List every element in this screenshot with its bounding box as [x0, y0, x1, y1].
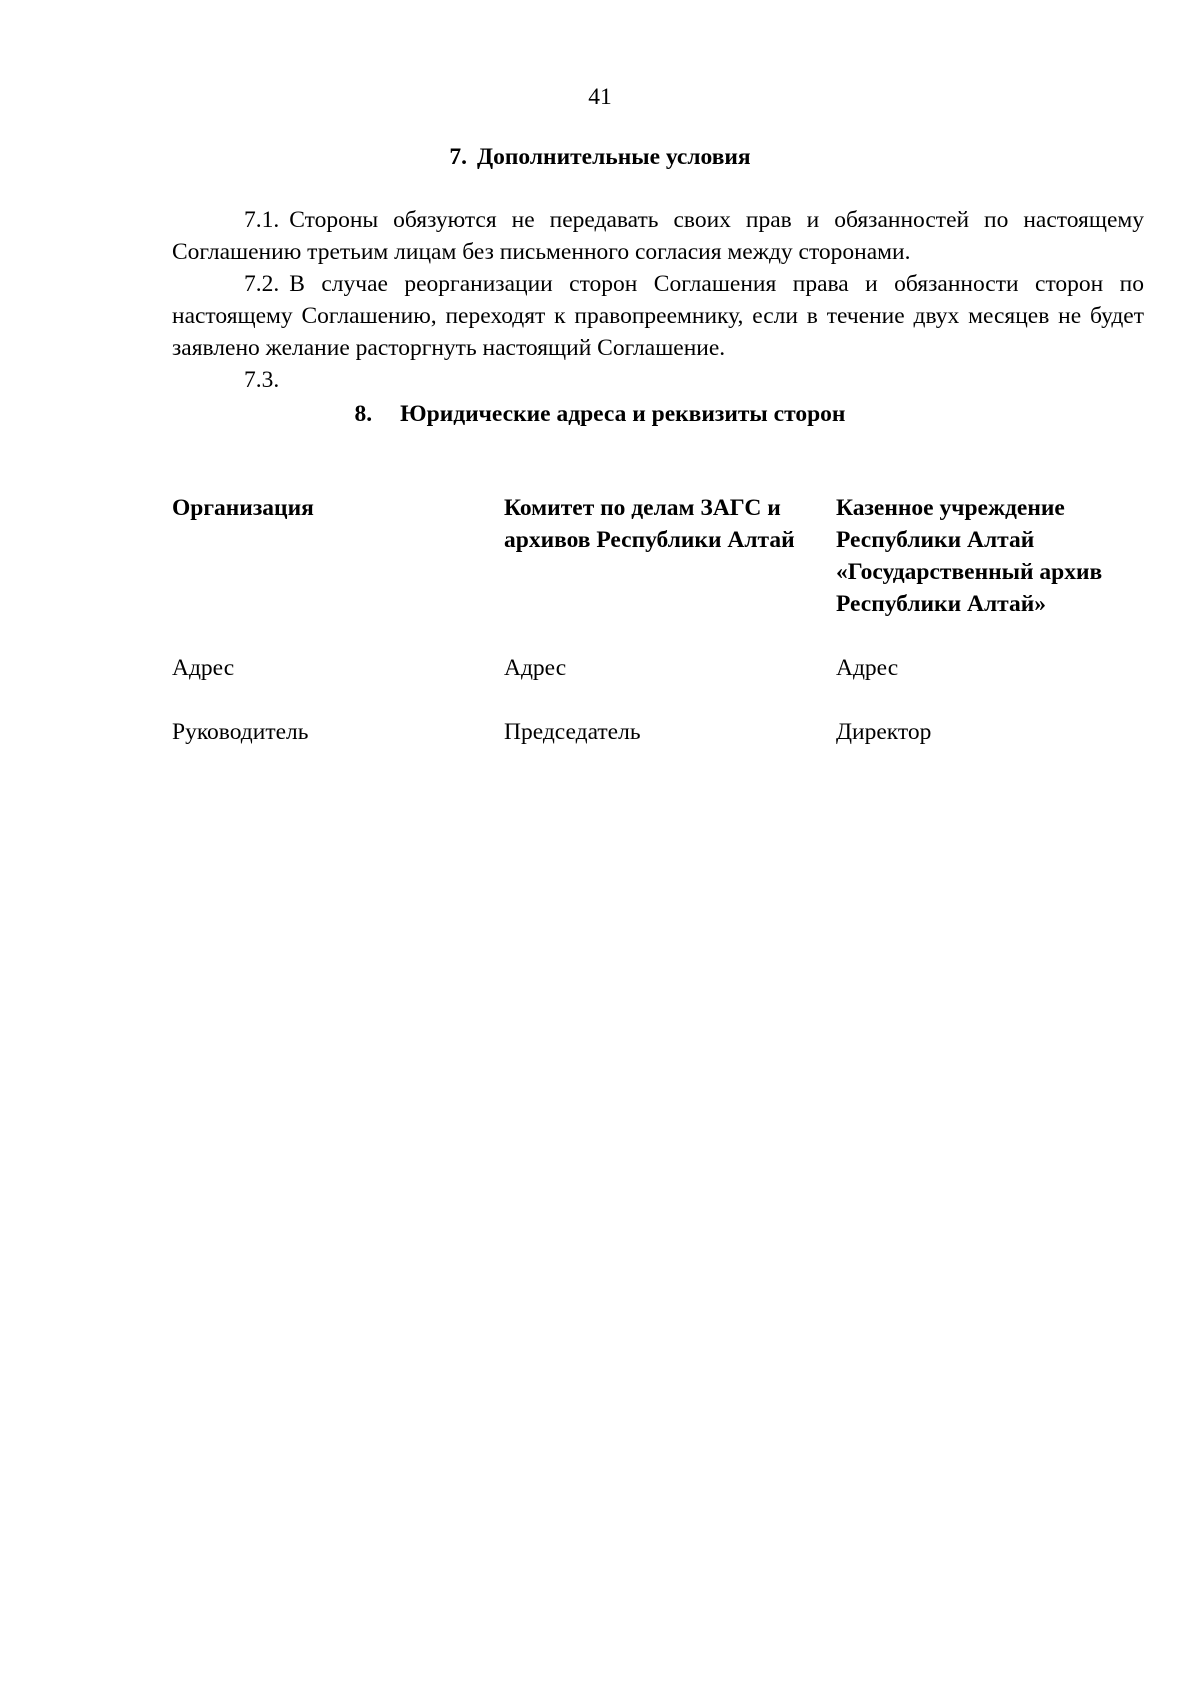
paragraph-text: Стороны обязуются не передавать своих прав и обязанностей по настоящему Соглашению третьим лицам без письменного согласия между сторонами.	[172, 207, 1144, 265]
paragraph-7-3	[172, 364, 1144, 396]
requisites-header-row	[172, 492, 1144, 652]
head-row	[172, 716, 1144, 748]
section-8-heading	[0, 398, 1200, 430]
head-cell-archive: Директор	[836, 719, 932, 745]
section-7-body	[172, 204, 1144, 396]
paragraph-7-2	[172, 268, 1144, 364]
header-cell-organization: Организация	[172, 495, 314, 521]
paragraph-text: В случае реорганизации сторон Соглашения права и обязанности сторон по настоящему Соглашению, переходят к правопреемнику, если в течение двух месяцев не будет заявлено желание расторгнуть настоящий Соглашение.	[172, 271, 1144, 361]
address-row	[172, 652, 1144, 716]
paragraph-7-1	[172, 204, 1144, 268]
page-number: 41	[588, 84, 612, 110]
requisites-table	[172, 492, 1144, 748]
section-8-number: 8.	[354, 401, 373, 427]
address-cell-committee: Адрес	[504, 655, 567, 681]
section-7-title: Дополнительные условия	[476, 144, 751, 170]
paragraph-number: 7.2.	[244, 271, 280, 297]
paragraph-number: 7.3.	[244, 367, 280, 393]
header-cell-committee: Комитет по делам ЗАГС и архивов Республики Алтай	[504, 495, 795, 553]
head-cell-organization: Руководитель	[172, 719, 309, 745]
section-7-heading	[0, 141, 1200, 173]
address-cell-archive: Адрес	[836, 655, 899, 681]
header-cell-archive: Казенное учреждение Республики Алтай «Государственный архив Республики Алтай»	[836, 495, 1103, 617]
paragraph-number: 7.1.	[244, 207, 280, 233]
section-8-title: Юридические адреса и реквизиты сторон	[400, 401, 846, 427]
address-cell-organization: Адрес	[172, 655, 235, 681]
head-cell-committee: Председатель	[504, 719, 641, 745]
section-7-number: 7.	[449, 144, 467, 170]
